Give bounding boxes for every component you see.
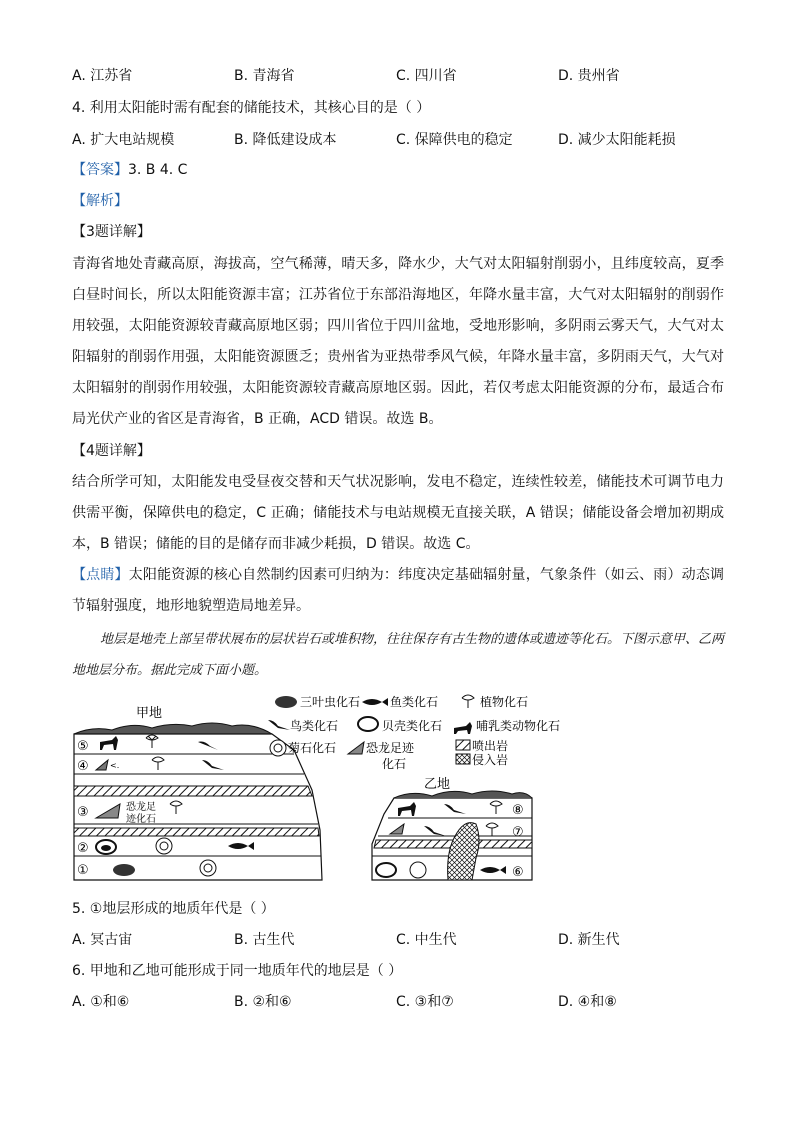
dinosaur-footprint-icon	[348, 742, 364, 754]
q6-option-b: B. ②和⑥	[234, 994, 292, 1010]
legend	[268, 694, 560, 771]
q4-detail-text: 结合所学可知，太阳能发电受昼夜交替和天气状况影响，发电不稳定，连续性较差，储能技术可调节电力供需平衡，保障供电的稳定，C 正确；储能技术与电站规模无直接关联，A 错误；储能设备会增加初期成本，B 错误；储能的目的是储存而非减少耗损，D 错误。故选 C。	[72, 474, 724, 552]
fish-icon	[362, 698, 388, 706]
ammonite-icon	[200, 860, 216, 876]
jia-label: 甲地	[136, 706, 163, 721]
yi-layer-6: ⑥	[512, 865, 524, 880]
ammonite-icon	[410, 862, 426, 878]
intrusive-rock-swatch	[456, 754, 470, 764]
q4-stem: 4. 利用太阳能时需有配套的储能技术，其核心目的是（ ）	[72, 100, 431, 116]
bird-icon	[268, 720, 290, 730]
passage-intro: 地层是地壳上部呈带状展布的层状岩石或堆积物，往往保存有古生物的遗体或遗迹等化石。下图示意甲、乙两地地层分布。据此完成下面小题。	[72, 632, 725, 678]
q6-option-c: C. ③和⑦	[396, 994, 454, 1010]
q5-option-c: C. 中生代	[396, 932, 457, 948]
legend-fish: 鱼类化石	[390, 695, 439, 709]
legend-ammonite: 菊石化石	[288, 741, 337, 755]
shell-icon	[376, 863, 396, 877]
ammonite-icon	[156, 838, 172, 854]
q5-option-d: D. 新生代	[558, 932, 620, 948]
legend-bird: 鸟类化石	[290, 719, 339, 733]
q4-detail-tag: 【4题详解】	[72, 443, 151, 459]
legend-dino-line1: 恐龙足迹	[366, 741, 415, 755]
q6-option-d: D. ④和⑧	[558, 994, 617, 1010]
tips-paragraph	[72, 560, 724, 622]
yi-layer-7: ⑦	[512, 825, 524, 840]
dino-label-line2: 迹化石	[126, 814, 156, 825]
ammonite-icon	[270, 740, 286, 756]
tips-text: 太阳能资源的核心自然制约因素可归纳为：纬度决定基础辐射量，气象条件（如云、雨）动态调节辐射强度，地形地貌塑造局地差异。	[72, 567, 725, 614]
analysis-tag-text: 【解析】	[72, 193, 128, 209]
dino-label-line1: 恐龙足	[126, 802, 156, 813]
q3-option-c: C. 四川省	[396, 68, 457, 84]
q4-option-c: C. 保障供电的稳定	[396, 132, 513, 148]
jia-site	[74, 705, 322, 880]
q4-option-b: B. 降低建设成本	[234, 132, 337, 148]
q3-detail-tag: 【3题详解】	[72, 224, 151, 240]
shell-icon	[358, 717, 378, 731]
q3-option-a: A. 江苏省	[72, 68, 133, 84]
jia-layer-4: ④	[77, 759, 89, 774]
q5-stem: 5. ①地层形成的地质年代是（ ）	[72, 901, 275, 917]
legend-mammal: 哺乳类动物化石	[476, 719, 561, 733]
legend-intrusive: 侵入岩	[472, 753, 509, 767]
q3-option-d: D. 贵州省	[558, 68, 620, 84]
legend-shell: 贝壳类化石	[382, 719, 443, 733]
yi-layer-8: ⑧	[512, 803, 524, 818]
q5-option-a: A. 冥古宙	[72, 932, 133, 948]
strata-figure	[72, 690, 572, 890]
jia-layer-5: ⑤	[77, 739, 89, 754]
trilobite-icon	[113, 864, 135, 876]
yi-label: 乙地	[424, 777, 451, 792]
shell-icon	[96, 840, 116, 854]
trilobite-icon	[275, 696, 297, 708]
legend-extrusive: 喷出岩	[472, 739, 509, 753]
q6-stem: 6. 甲地和乙地可能形成于同一地质年代的地层是（ ）	[72, 963, 403, 979]
answer-line	[72, 160, 187, 180]
yi-site	[372, 776, 532, 880]
jia-layer-3: ③	[77, 805, 89, 820]
q3-option-b: B. 青海省	[234, 68, 295, 84]
q4-option-d: D. 减少太阳能耗损	[558, 132, 676, 148]
legend-plant: 植物化石	[480, 695, 529, 709]
extrusive-rock-swatch	[456, 740, 470, 750]
analysis-tag	[72, 191, 128, 211]
jia-layer-1: ①	[77, 863, 89, 878]
svg-text:<.: <.	[110, 761, 120, 770]
plant-icon	[462, 695, 474, 708]
q4-option-a: A. 扩大电站规模	[72, 132, 175, 148]
tips-tag: 【点睛】	[72, 567, 129, 583]
answer-tag: 【答案】	[72, 162, 128, 178]
answer-text: 3. B 4. C	[128, 162, 188, 178]
mammal-icon	[454, 722, 472, 734]
legend-trilobite: 三叶虫化石	[300, 695, 361, 709]
q3-detail-text: 青海省地处青藏高原，海拔高，空气稀薄，晴天多，降水少，大气对太阳辐射削弱小，且纬度较高，夏季白昼时间长，所以太阳能资源丰富；江苏省位于东部沿海地区，年降水量丰富，大气对太阳辐射的削弱作用较强，太阳能资源较青藏高原地区弱；四川省位于四川盆地，受地形影响，多阴雨云雾天气，大气对太阳辐射的削弱作用强，太阳能资源匮乏；贵州省为亚热带季风气候，年降水量丰富，多阴雨天气，大气对太阳辐射的削弱作用较强，太阳能资源较青藏高原地区弱。因此，若仅考虑太阳能资源的分布，最适合布局光伏产业的省区是青海省，B 正确，ACD 错误。故选 B。	[72, 256, 724, 427]
q5-option-b: B. 古生代	[234, 932, 295, 948]
q6-option-a: A. ①和⑥	[72, 994, 130, 1010]
jia-layer-2: ②	[77, 841, 89, 856]
legend-dino-line2: 化石	[382, 757, 407, 771]
